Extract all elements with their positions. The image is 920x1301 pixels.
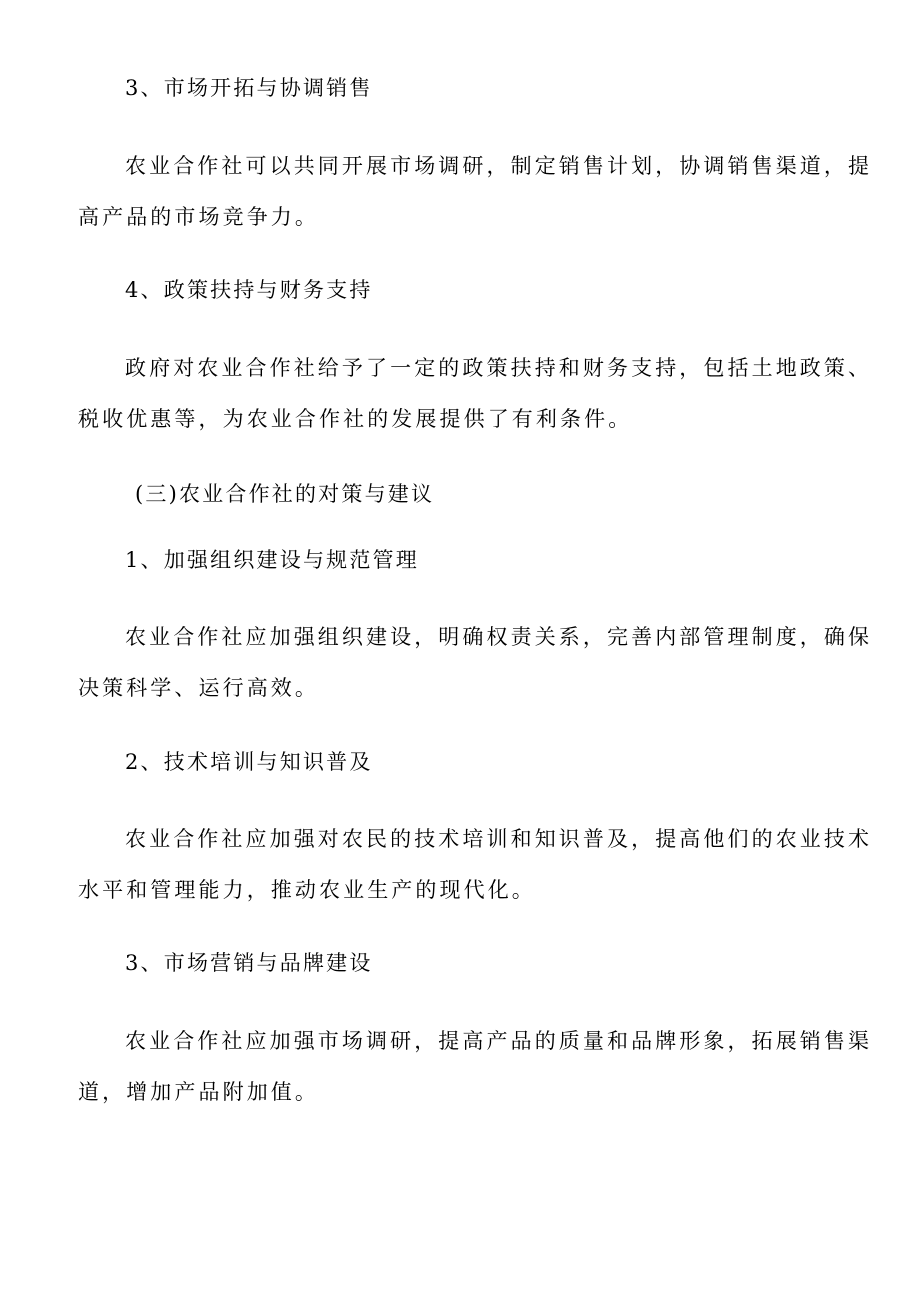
heading-training: 2、技术培训与知识普及 [125, 750, 373, 774]
paragraph-market-sales-line-2: 高产品的市场竞争力。 [78, 205, 319, 229]
paragraph-training-line-2: 水平和管理能力，推动农业生产的现代化。 [78, 878, 536, 902]
heading-marketing-brand: 3、市场营销与品牌建设 [125, 951, 373, 975]
paragraph-organization-line-2: 决策科学、运行高效。 [78, 676, 319, 700]
section-heading-countermeasures: (三)农业合作社的对策与建议 [135, 482, 435, 506]
heading-organization: 1、加强组织建设与规范管理 [125, 548, 419, 572]
paragraph-marketing-brand-line-1: 农业合作社应加强市场调研，提高产品的质量和品牌形象，拓展销售渠 [125, 1029, 873, 1053]
heading-market-sales: 3、市场开拓与协调销售 [125, 76, 373, 100]
paragraph-policy-support-line-1: 政府对农业合作社给予了一定的政策扶持和财务支持，包括土地政策、 [125, 356, 873, 380]
paragraph-marketing-brand-line-2: 道，增加产品附加值。 [78, 1080, 319, 1104]
paragraph-organization-line-1: 农业合作社应加强组织建设，明确权责关系，完善内部管理制度，确保 [125, 625, 873, 649]
heading-policy-support: 4、政策扶持与财务支持 [125, 278, 373, 302]
paragraph-policy-support-line-2: 税收优惠等，为农业合作社的发展提供了有利条件。 [78, 407, 633, 431]
paragraph-training-line-1: 农业合作社应加强对农民的技术培训和知识普及，提高他们的农业技术 [125, 827, 873, 851]
paragraph-market-sales-line-1: 农业合作社可以共同开展市场调研，制定销售计划，协调销售渠道，提 [125, 154, 873, 178]
